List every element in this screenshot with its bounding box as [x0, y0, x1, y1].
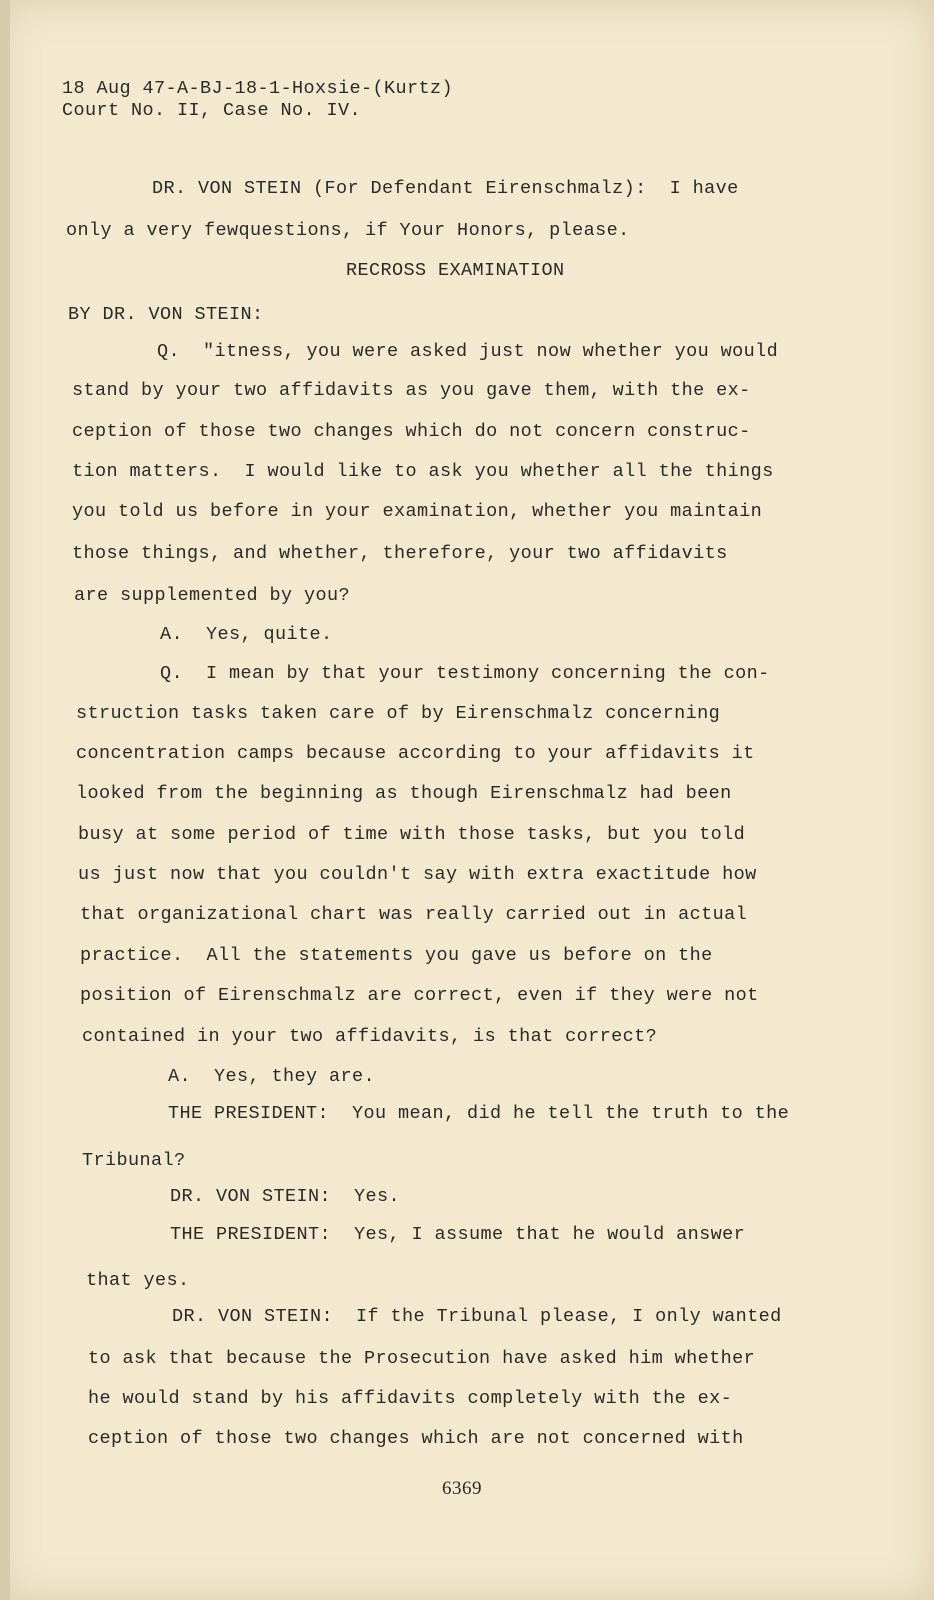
section-heading: RECROSS EXAMINATION — [346, 260, 565, 281]
text-line: tion matters. I would like to ask you whether all the things — [72, 461, 774, 482]
text-line: DR. VON STEIN (For Defendant Eirenschmalz): I have — [152, 178, 739, 199]
text-line: Q. "itness, you were asked just now whether you would — [157, 341, 779, 362]
text-line: concentration camps because according to your affidavits it — [76, 743, 755, 764]
text-line: Tribunal? — [82, 1150, 186, 1171]
text-line: Q. I mean by that your testimony concerning the con- — [160, 663, 770, 684]
text-line: looked from the beginning as though Eirenschmalz had been — [76, 783, 732, 804]
text-line: those things, and whether, therefore, your two affidavits — [72, 543, 728, 564]
text-line: struction tasks taken care of by Eirenschmalz concerning — [76, 703, 721, 724]
text-line: ception of those two changes which are not concerned with — [88, 1428, 744, 1449]
text-line: DR. VON STEIN: If the Tribunal please, I only wanted — [172, 1306, 782, 1327]
text-line: that organizational chart was really carried out in actual — [80, 904, 748, 925]
page-number: 6369 — [442, 1478, 482, 1499]
text-line: THE PRESIDENT: You mean, did he tell the truth to the — [168, 1103, 790, 1124]
text-line: A. Yes, quite. — [160, 624, 333, 645]
text-line: he would stand by his affidavits completely with the ex- — [88, 1388, 733, 1409]
text-line: practice. All the statements you gave us before on the — [80, 945, 713, 966]
header-line-1: 18 Aug 47-A-BJ-18-1-Hoxsie-(Kurtz) — [62, 78, 454, 99]
text-line: stand by your two affidavits as you gave them, with the ex- — [72, 380, 751, 401]
text-line: position of Eirenschmalz are correct, even if they were not — [80, 985, 759, 1006]
text-line: BY DR. VON STEIN: — [68, 304, 264, 325]
text-line: ception of those two changes which do not concern construc- — [72, 421, 751, 442]
text-line: that yes. — [86, 1270, 190, 1291]
paper-edge — [0, 0, 10, 1600]
text-line: you told us before in your examination, whether you maintain — [72, 501, 763, 522]
text-line: A. Yes, they are. — [168, 1066, 376, 1087]
text-line: to ask that because the Prosecution have asked him whether — [88, 1348, 756, 1369]
text-line: busy at some period of time with those tasks, but you told — [78, 824, 746, 845]
text-line: us just now that you couldn't say with extra exactitude how — [78, 864, 757, 885]
header-line-2: Court No. II, Case No. IV. — [62, 100, 362, 121]
text-line: contained in your two affidavits, is that correct? — [82, 1026, 658, 1047]
text-line: are supplemented by you? — [74, 585, 351, 606]
text-line: DR. VON STEIN: Yes. — [170, 1186, 401, 1207]
text-line: only a very fewquestions, if Your Honors, please. — [66, 220, 630, 241]
text-line: THE PRESIDENT: Yes, I assume that he would answer — [170, 1224, 746, 1245]
